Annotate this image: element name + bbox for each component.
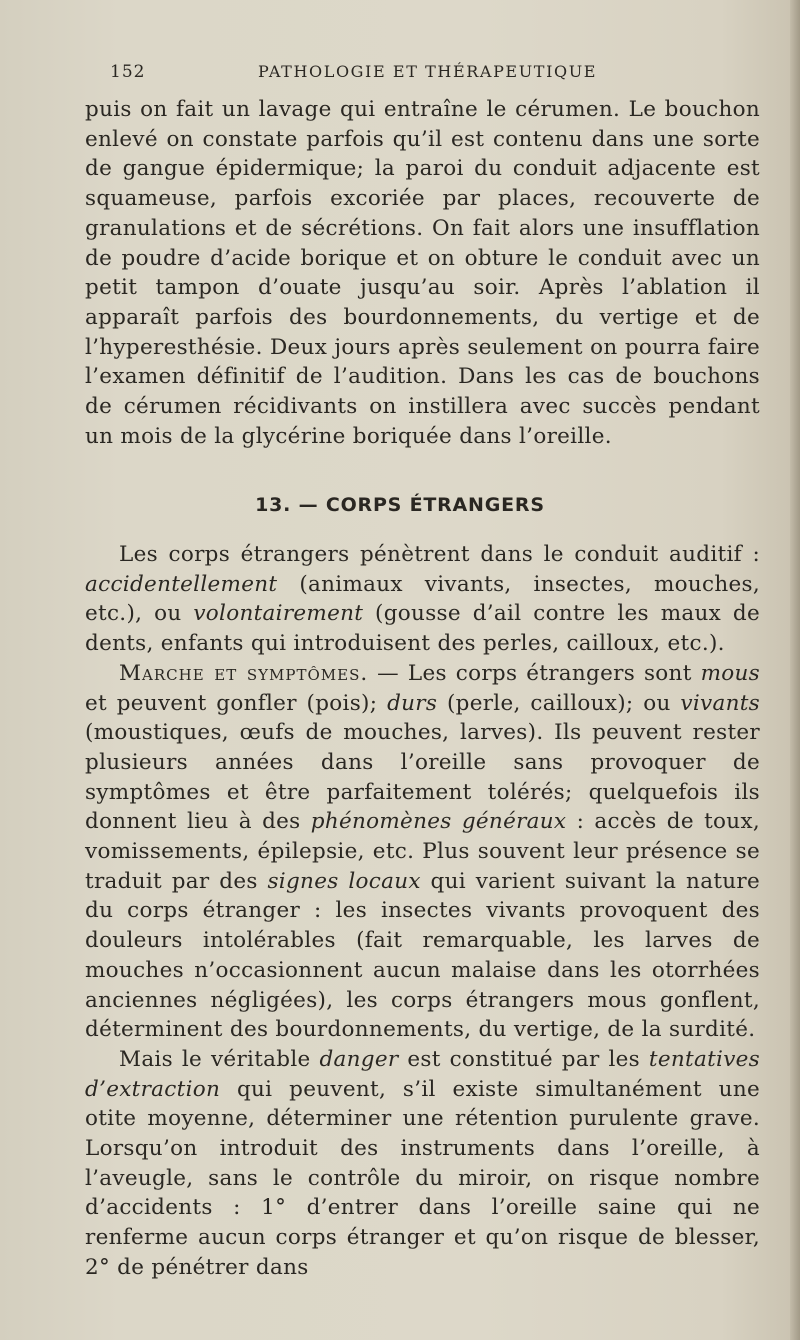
text-block-main	[85, 540, 760, 1283]
emphasis: phénomènes généraux	[310, 809, 567, 835]
paragraph-continuation: puis on fait un lavage qui entraîne le cérumen. Le bouchon enlevé on constate parfois qu’il est contenu dans une sorte de gangue épidermique; la paroi du conduit adjacente est squameuse, parfois excoriée par places, recouverte de granulations et de sécrétions. On fait alors une insufflation de poudre d’acide borique et on obture le conduit avec un petit tampon d’ouate jusqu’au soir. Après l’ablation il apparaît parfois des bourdonnements, du vertige et de l’hyperesthésie. Deux jours après seulement on pourra faire l’examen définitif de l’audition. Dans les cas de bouchons de cérumen récidivants on instillera avec succès pendant un mois de la glycérine boriquée dans l’oreille.	[85, 97, 760, 449]
emphasis: tentatives d’extraction	[85, 1046, 760, 1102]
paragraph-intro: Les corps étrangers pénètrent dans le conduit auditif : accidentellement (animaux vivants, insectes, mouches, etc.), ou volontairement (gousse d’ail contre les maux de dents, enfants qui introduisent des perles, cailloux, etc.).	[85, 542, 761, 657]
emphasis: accidentellement	[85, 571, 278, 597]
page-number: 152	[110, 62, 146, 82]
emphasis: durs	[387, 690, 438, 716]
emphasis: mous	[700, 660, 760, 686]
paragraph-symptoms: Marche et symptômes. — Les corps étrangers sont mous et peuvent gonfler (pois); durs (perle, cailloux); ou vivants (moustiques, œufs de mouches, larves). Ils peuvent rester plusieurs années dans l’oreille sans provoquer de symptômes et être parfaitement tolérés; quelquefois ils donnent lieu à des phénomènes généraux : accès de toux, vomissements, épilepsie, etc. Plus souvent leur présence se traduit par des signes locaux qui varient suivant la nature du corps étranger : les insectes vivants provoquent des douleurs intolérables (fait remarquable, les larves de mouches n’occasionnent aucun malaise dans les otorrhées anciennes négligées), les corps étrangers mous gonflent, déterminent des bourdonnements, du vertige, de la surdité.	[85, 660, 761, 1043]
emphasis: signes locaux	[267, 868, 421, 894]
emphasis: danger	[319, 1046, 399, 1072]
section-title: 13. — CORPS ÉTRANGERS	[255, 494, 545, 516]
running-title: PATHOLOGIE ET THÉRAPEUTIQUE	[258, 62, 598, 81]
emphasis: vivants	[680, 690, 760, 716]
subsection-heading: Marche et symptômes.	[119, 660, 369, 686]
paragraph-danger: Mais le véritable danger est constitué par les tentatives d’extraction qui peuvent, s’il existe simultanément une otite moyenne, déterminer une rétention purulente grave. Lorsqu’on introduit des instruments dans l’oreille, à l’aveugle, sans le contrôle du miroir, on risque nombre d’accidents : 1° d’entrer dans l’oreille saine qui ne renferme aucun corps étranger et qu’on risque de blesser, 2° de pénétrer dans	[85, 1046, 760, 1280]
page-header	[110, 62, 760, 88]
emphasis: volontairement	[193, 601, 364, 627]
page-edge-shadow	[790, 0, 800, 1340]
text-block-top	[85, 95, 760, 451]
